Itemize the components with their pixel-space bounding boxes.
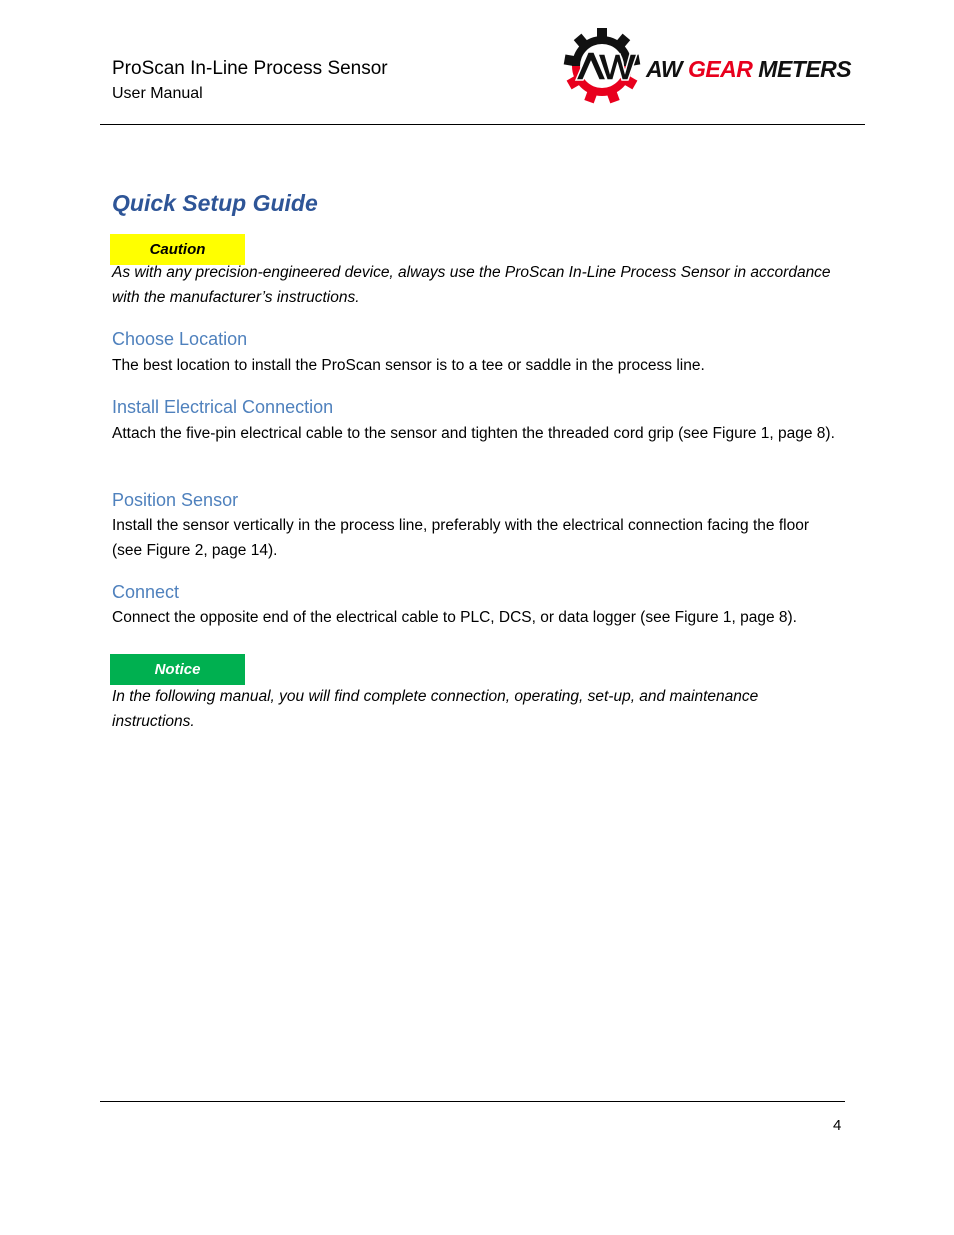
logo-text-meters: METERS — [758, 56, 852, 82]
caution-badge: Caution — [110, 234, 245, 265]
section-heading-connect: Connect — [112, 582, 180, 602]
footer-divider — [100, 1101, 845, 1102]
company-logo — [560, 26, 850, 104]
section-heading-position-sensor: Position Sensor — [112, 490, 239, 510]
page-title: Quick Setup Guide — [112, 190, 318, 216]
caution-text: As with any precision-engineered device, always use the ProScan In-Line Process Sensor in accordance with the manufacturer’s instructions. — [112, 264, 831, 306]
section-text-connect: Connect the opposite end of the electrical cable to PLC, DCS, or data logger (see Figure 1, page 8). — [112, 609, 797, 626]
section-heading-choose-location: Choose Location — [112, 329, 248, 349]
header-divider — [100, 124, 865, 125]
document-title: ProScan In-Line Process Sensor — [112, 58, 388, 79]
section-heading-install-electrical: Install Electrical Connection — [112, 397, 334, 417]
section-text-position-sensor: Install the sensor vertically in the process line, preferably with the electrical connection facing the floor (see Figure 2, page 14). — [112, 517, 809, 559]
page-number: 4 — [833, 1117, 842, 1134]
logo-text-aw: AW — [646, 56, 683, 82]
section-text-install-electrical: Attach the five-pin electrical cable to the sensor and tighten the threaded cord grip (see Figure 1, page 8). — [112, 425, 835, 442]
logo-text-gear: GEAR — [687, 56, 753, 82]
document-subtitle: User Manual — [112, 85, 203, 102]
section-text-choose-location: The best location to install the ProScan sensor is to a tee or saddle in the process line. — [112, 357, 705, 374]
logo-wordmark — [646, 55, 851, 83]
notice-badge: Notice — [110, 654, 245, 685]
gear-logo-icon — [560, 26, 644, 104]
notice-text: In the following manual, you will find complete connection, operating, set-up, and maintenance instructions. — [112, 688, 759, 730]
